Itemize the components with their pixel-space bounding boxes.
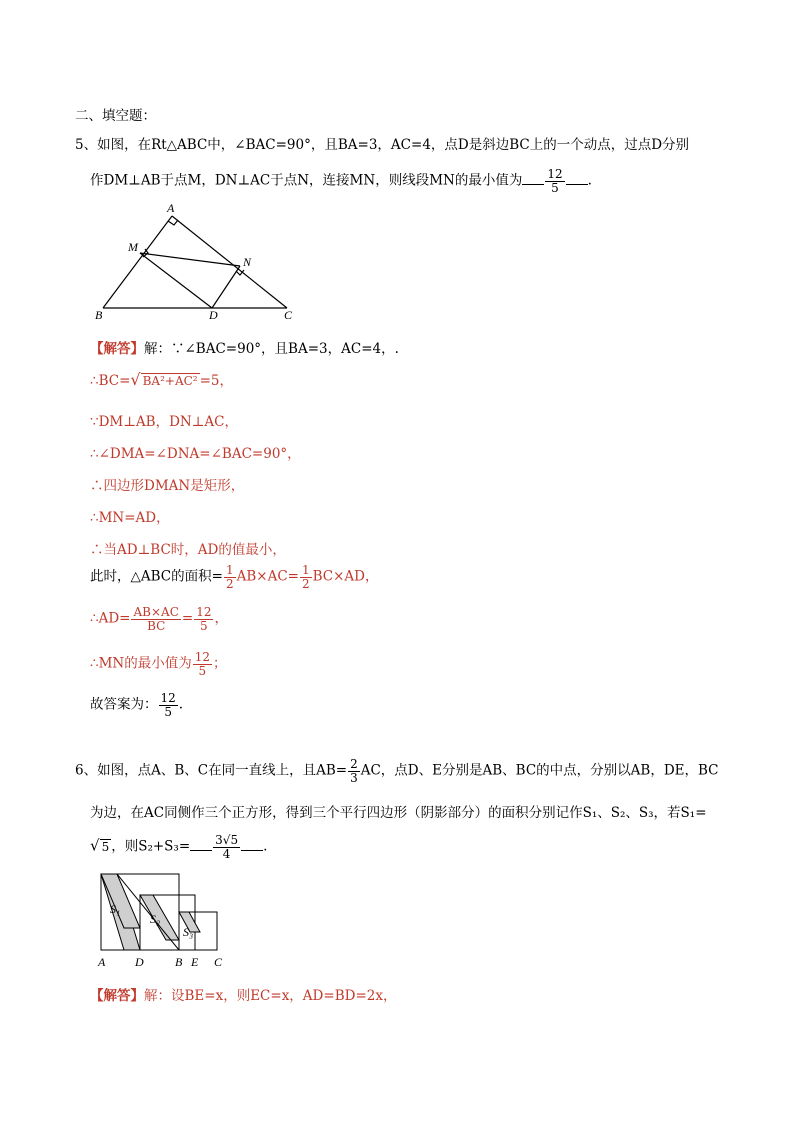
q5-text-line2-body: 作DM⊥AB于点M，DN⊥AC于点N，连接MN，则线段MN的最小值为	[90, 172, 523, 189]
q6-text-line1: 6、如图，点A、B、C在同一直线上，且AB= $\frac{2}{3}$ AC，点D、E分别是AB、BC的中点，分别以AB，DE，BC	[75, 757, 719, 785]
q6-label-s2: S₂	[150, 912, 161, 926]
q5-label-d: D	[209, 308, 218, 322]
radicand: BA²+AC²	[142, 374, 198, 388]
solution-tag: 【解答】	[90, 341, 144, 357]
q5-label-c: C	[284, 308, 293, 322]
q5-label-m: M	[128, 240, 138, 254]
q6-label-a: A	[98, 955, 106, 969]
segment-ba	[103, 216, 172, 308]
radicand: 5	[101, 839, 110, 854]
q5-figure	[90, 198, 310, 323]
q5-solution-step3: ∴∠DMA=∠DNA=∠BAC=90°，	[90, 446, 301, 462]
q5-solution-step4: ∴四边形DMAN是矩形，	[90, 478, 245, 494]
q6-solution-intro: 【解答】解：设BE=x，则EC=x，AD=BD=2x，	[90, 988, 397, 1004]
q6-label-d: D	[135, 955, 144, 969]
right-angle-a	[168, 220, 178, 225]
segment-ac	[172, 216, 287, 308]
q5-solution-step8: ∴AD= $\frac{AB\times AC}{BC}$ = $\frac{12}{5}$ ，	[90, 605, 228, 633]
q5-answer: $\frac{12}{5}$	[547, 167, 563, 195]
solution-tag: 【解答】	[90, 988, 144, 1004]
q5-text-line2: 作DM⊥AB于点M，DN⊥AC于点N，连接MN，则线段MN的最小值为 $\frac{12}{5}$ .	[90, 167, 592, 195]
q5-text-line1: 5、如图，在Rt△ABC中，∠BAC=90°，且BA=3，AC=4，点D是斜边BC上的一个动点，过点D分别	[75, 137, 690, 153]
q6-text-line3: √ 5 ，则S₂+S₃= $\frac{3√5}{4}$ .	[90, 833, 268, 861]
q6-label-s1: S₁	[110, 902, 121, 916]
q5-label-n: N	[243, 255, 252, 269]
q5-label-a: A	[167, 201, 175, 215]
q5-final-answer: 故答案为： $\frac{12}{5}$ .	[90, 691, 184, 719]
q5-solution-step9: ∴MN的最小值为 $\frac{12}{5}$ ；	[90, 650, 227, 678]
q5-solution-step6: ∴当AD⊥BC时，AD的值最小，	[90, 542, 286, 558]
q5-solution-step1: ∴BC=√ BA²+AC² =5，	[90, 370, 234, 389]
q6-label-s3: S₃	[183, 925, 194, 939]
q5-solution-step7: 此时，△ABC的面积= $\frac{1}{2}$ AB×AC= $\frac{1}{2}$ BC×AD，	[90, 563, 379, 591]
q6-label-b: B	[175, 955, 183, 969]
q6-text-line2: 为边，在AC同侧作三个正方形，得到三个平行四边形（阴影部分）的面积分别记作S₁、S₂、S₃，若S₁=	[90, 805, 707, 821]
q5-solution-step2: ∵DM⊥AB，DN⊥AC，	[90, 414, 239, 430]
q6-label-e: E	[191, 955, 199, 969]
segment-nd	[212, 266, 240, 308]
section-title: 二、填空题：	[75, 108, 156, 124]
q6-label-c: C	[214, 955, 223, 969]
q5-solution-step5: ∴MN=AD，	[90, 510, 170, 526]
q5-solution-intro: 【解答】解：∵∠BAC=90°，且BA=3，AC=4，.	[90, 341, 399, 357]
q5-label-b: B	[95, 308, 103, 322]
q6-answer: $\frac{3√5}{4}$	[215, 833, 239, 861]
